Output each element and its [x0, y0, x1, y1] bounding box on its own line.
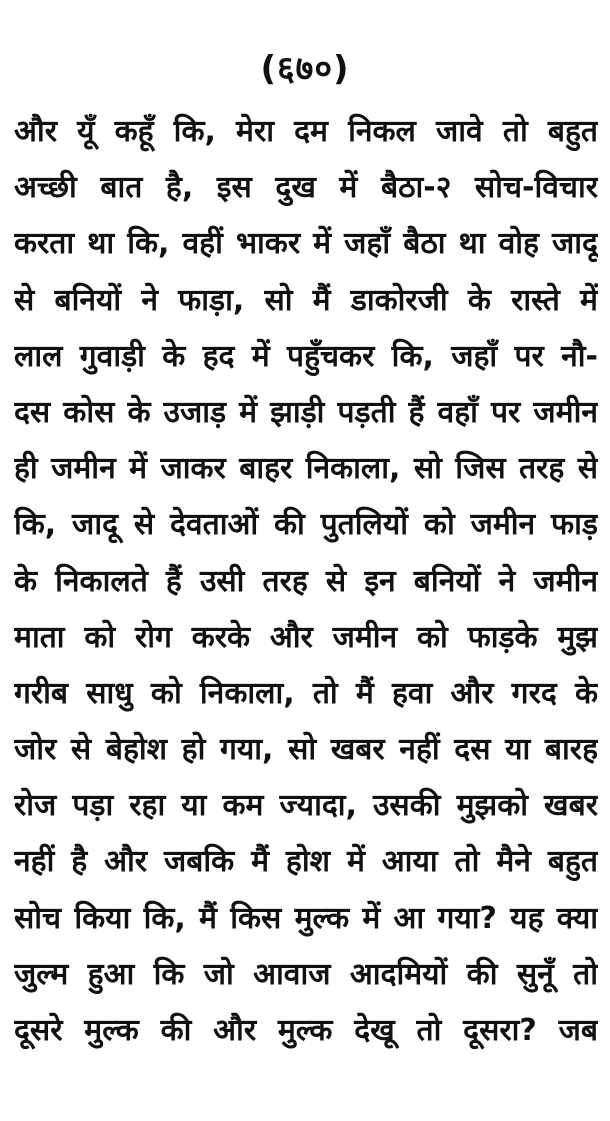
text-line: माता को रोग करके और जमीन को फाड़के मुझ	[14, 619, 598, 655]
text-line: और यूँ कहूँ कि, मेरा दम निकल जावे तो बहुत	[14, 114, 598, 149]
text-line: सोच किया कि, मैं किस मुल्क में आ गया? यह क्या	[14, 900, 598, 936]
text-line: से बनियों ने फाड़ा, सो मैं डाकोरजी के रास्ते में	[14, 282, 598, 318]
text-line: दस कोस के उजाड़ में झाड़ी पड़ती हैं वहाँ पर जमीन	[14, 394, 598, 430]
body-text	[14, 104, 598, 1059]
text-line: नहीं है और जबकि मैं होश में आया तो मैने बहुत	[14, 844, 598, 880]
text-line: करता था कि, वहीं भाकर में जहाँ बैठा था वोह जादू	[14, 226, 598, 262]
text-line: अच्छी बात है, इस दुख में बैठा-२ सोच-विचार	[14, 170, 598, 206]
text-line: लाल गुवाड़ी के हद में पहुँचकर कि, जहाँ पर नौ-	[14, 338, 598, 374]
text-line: दूसरे मुल्क की और मुल्क देखू तो दूसरा? जब	[14, 1013, 598, 1048]
text-line: ही जमीन में जाकर बाहर निकाला, सो जिस तरह से	[14, 451, 598, 487]
text-line: रोज पड़ा रहा या कम ज्यादा, उसकी मुझको खबर	[14, 788, 598, 824]
text-line: जोर से बेहोश हो गया, सो खबर नहीं दस या बारह	[14, 732, 598, 768]
text-line: जुल्म हुआ कि जो आवाज आदमियों की सुनूँ तो	[14, 956, 598, 992]
text-line: के निकालते हैं उसी तरह से इन बनियों ने जमीन	[14, 563, 598, 599]
page-number: (६७०)	[260, 49, 350, 89]
text-line: कि, जादू से देवताओं की पुतलियों को जमीन फाड़	[14, 507, 598, 543]
text-line: गरीब साधु को निकाला, तो मैं हवा और गरद के	[14, 675, 598, 711]
